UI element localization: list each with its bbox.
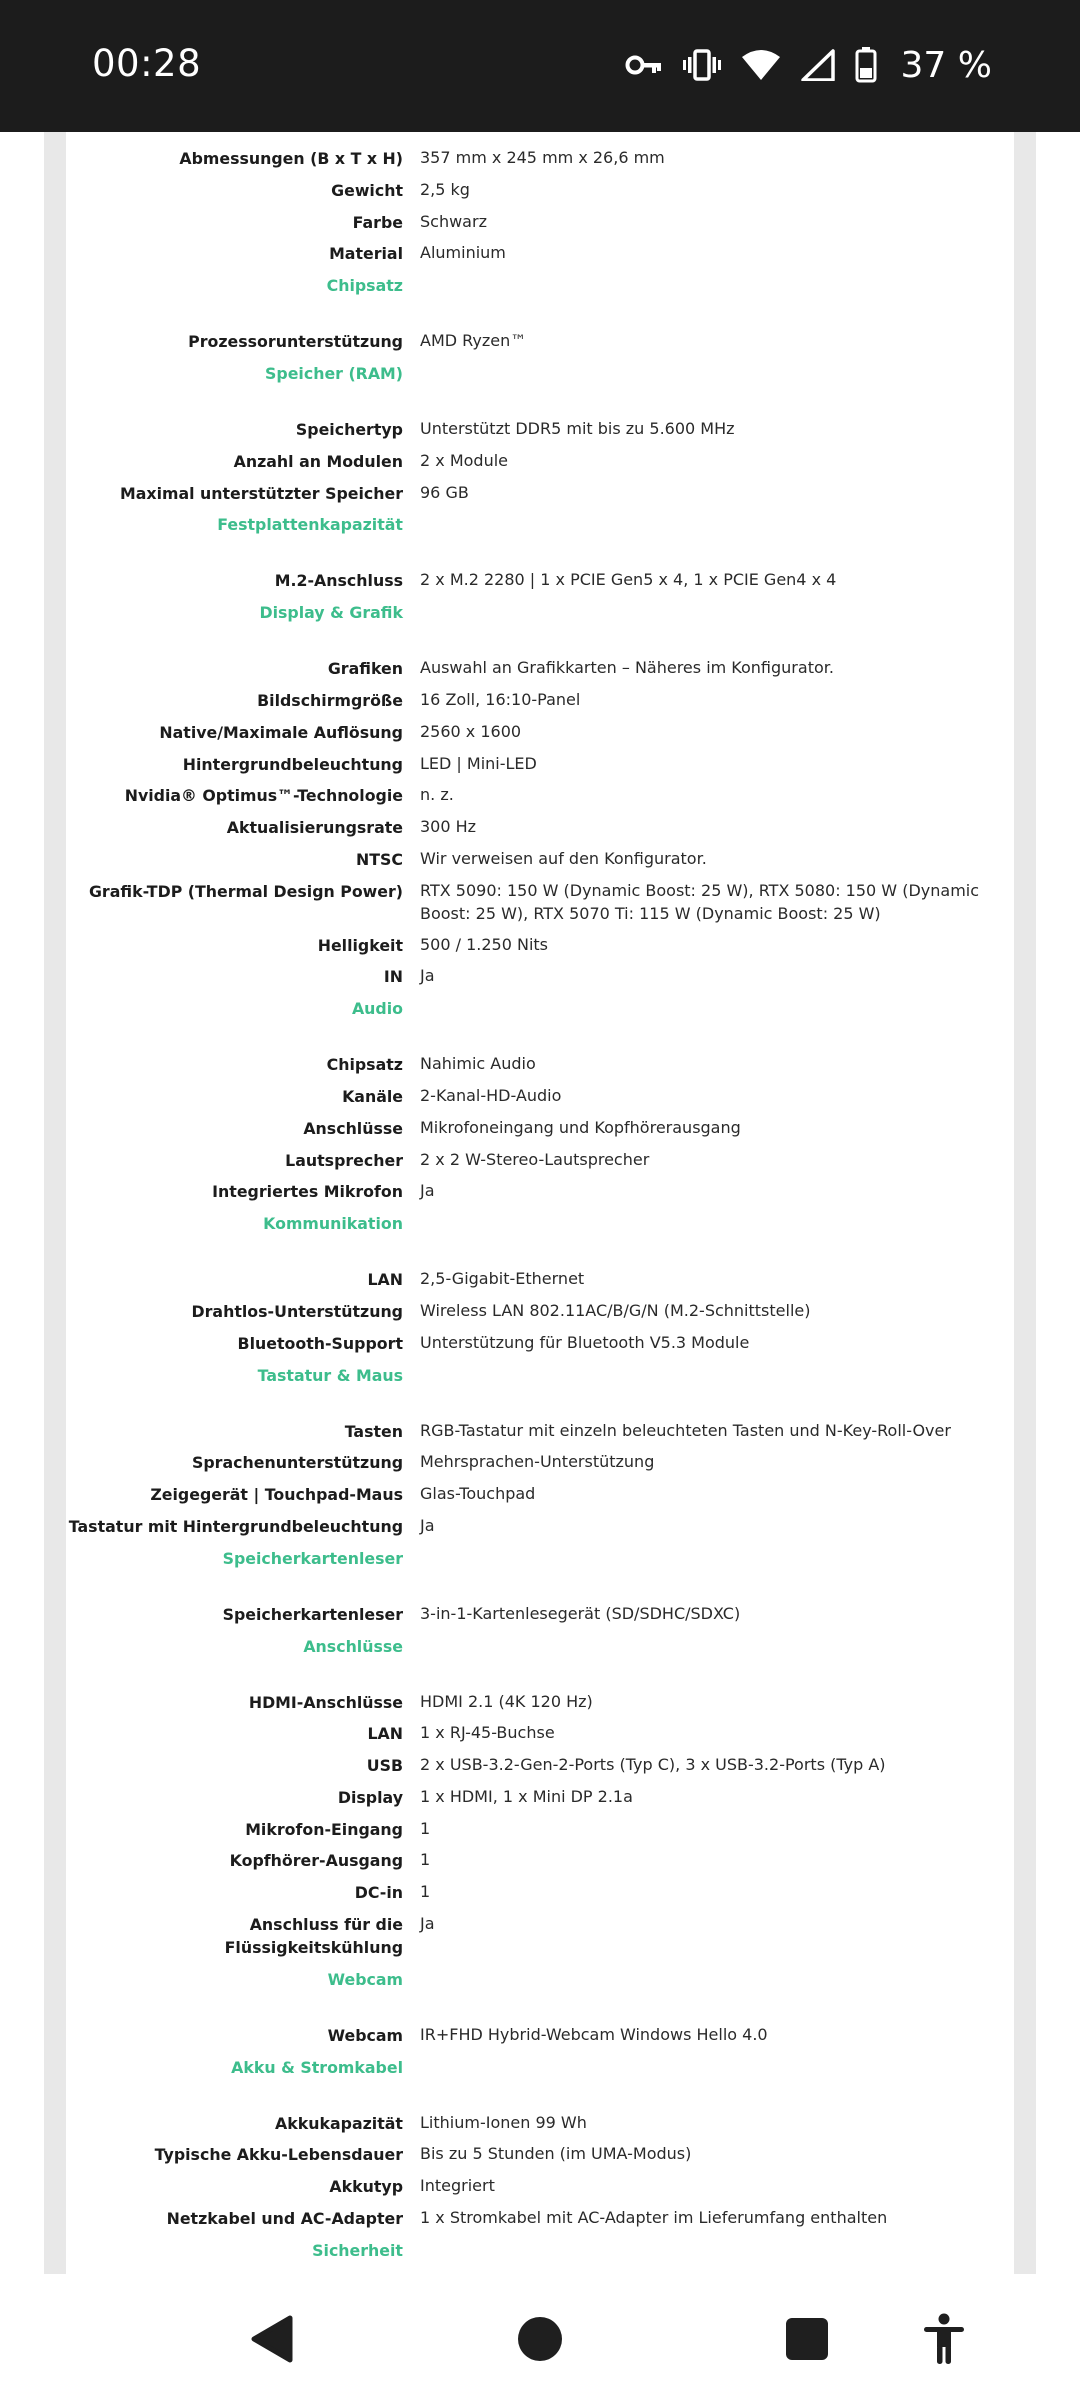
spec-row — [66, 2142, 1014, 2166]
spec-label: Netzkabel und AC-Adapter — [166, 2209, 403, 2229]
spec-label: Kopfhörer-Ausgang — [229, 1851, 403, 1871]
spec-row — [66, 1267, 1014, 1291]
spec-row — [66, 1299, 1014, 1323]
spec-value: 300 Hz — [420, 817, 477, 837]
spec-label: Webcam — [327, 2025, 403, 2045]
spec-row — [66, 2174, 1014, 2198]
section-heading-label: Tastatur & Maus — [257, 1365, 403, 1385]
spec-value: IR+FHD Hybrid-Webcam Windows Hello 4.0 — [420, 2024, 768, 2044]
spec-value: 500 / 1.250 Nits — [420, 934, 549, 954]
spec-value: 2 x Module — [420, 450, 508, 470]
spec-value: 2 x 2 W-Stereo-Lautsprecher — [420, 1149, 650, 1169]
cell-signal-icon — [801, 49, 835, 81]
home-button[interactable] — [505, 2304, 575, 2374]
spec-row — [66, 1753, 1014, 1777]
battery-icon — [855, 47, 877, 83]
section-heading — [66, 512, 1014, 568]
section-heading-label: Speicherkartenleser — [222, 1548, 403, 1568]
spec-label: Aktualisierungsrate — [226, 818, 403, 838]
section-heading-label: Display & Grafik — [259, 603, 403, 623]
spec-label: Akkutyp — [329, 2177, 403, 2197]
spec-row — [66, 449, 1014, 473]
left-gutter — [44, 132, 66, 2274]
spec-label: Drahtlos-Unterstützung — [191, 1301, 403, 1321]
spec-label: Grafiken — [327, 659, 403, 679]
spec-row — [66, 481, 1014, 505]
spec-label: Display — [337, 1787, 403, 1807]
spec-row — [66, 1690, 1014, 1714]
section-heading — [66, 2055, 1014, 2111]
spec-value: n. z. — [420, 785, 454, 805]
section-heading — [66, 1546, 1014, 1602]
spec-value: 1 — [420, 1818, 431, 1838]
spec-row — [66, 1052, 1014, 1076]
spec-label: Anschlüsse — [303, 1118, 403, 1138]
spec-row — [66, 1602, 1014, 1626]
back-icon — [248, 2314, 294, 2364]
spec-value: Wireless LAN 802.11AC/B/G/N (M.2-Schnittstelle) — [420, 1300, 811, 1320]
spec-row — [66, 847, 1014, 871]
spec-label: Integriertes Mikrofon — [212, 1182, 403, 1202]
wifi-icon — [741, 49, 781, 81]
spec-label: Nvidia® Optimus™-Technologie — [124, 786, 403, 806]
spec-label: Zeigegerät | Touchpad-Maus — [150, 1485, 403, 1505]
spec-label: Mikrofon-Eingang — [245, 1819, 403, 1839]
spec-row — [66, 964, 1014, 988]
spec-label: Speicherkartenleser — [222, 1604, 403, 1624]
spec-row — [66, 656, 1014, 680]
spec-row — [66, 815, 1014, 839]
vibrate-icon — [683, 49, 721, 81]
spec-value: 1 x Stromkabel mit AC-Adapter im Lieferumfang enthalten — [420, 2208, 888, 2228]
spec-row — [66, 1482, 1014, 1506]
spec-label: IN — [383, 967, 403, 987]
spec-table — [66, 146, 1014, 2326]
back-button[interactable] — [236, 2304, 306, 2374]
status-icons — [625, 40, 992, 90]
section-heading-label: Audio — [351, 999, 403, 1019]
spec-label: USB — [366, 1756, 403, 1776]
spec-value: Mehrsprachen-Unterstützung — [420, 1452, 655, 1472]
spec-label: DC-in — [354, 1883, 403, 1903]
spec-value: Lithium-Ionen 99 Wh — [420, 2112, 587, 2132]
spec-row — [66, 210, 1014, 234]
vpn-key-icon — [625, 52, 663, 78]
spec-label: Hintergrundbeleuchtung — [182, 754, 403, 774]
spec-value: RGB-Tastatur mit einzeln beleuchteten Tasten und N-Key-Roll-Over — [420, 1420, 951, 1440]
spec-label: Akkukapazität — [275, 2113, 403, 2133]
spec-value: Aluminium — [420, 243, 506, 263]
spec-value: 2 x M.2 2280 | 1 x PCIE Gen5 x 4, 1 x PCIE Gen4 x 4 — [420, 570, 837, 590]
spec-row — [66, 1084, 1014, 1108]
spec-label: Chipsatz — [326, 1055, 403, 1075]
section-heading — [66, 996, 1014, 1052]
spec-value: RTX 5090: 150 W (Dynamic Boost: 25 W), RTX 5080: 150 W (Dynamic Boost: 25 W), RTX 5070 Ti: 115 W (Dynamic Boost: 25 W) — [420, 880, 980, 923]
recents-button[interactable] — [772, 2304, 842, 2374]
spec-value: 2 x USB-3.2-Gen-2-Ports (Typ C), 3 x USB-3.2-Ports (Typ A) — [420, 1755, 886, 1775]
spec-row — [66, 146, 1014, 170]
spec-value: Auswahl an Grafikkarten – Näheres im Konfigurator. — [420, 658, 834, 678]
spec-value: Nahimic Audio — [420, 1054, 536, 1074]
section-heading-label: Anschlüsse — [303, 1636, 403, 1656]
spec-label: Tastatur mit Hintergrundbeleuchtung — [68, 1516, 403, 1536]
spec-label: Maximal unterstützter Speicher — [120, 483, 403, 503]
section-heading — [66, 273, 1014, 329]
section-heading — [66, 1363, 1014, 1419]
spec-row — [66, 1848, 1014, 1872]
spec-label: NTSC — [356, 849, 403, 869]
section-heading-label: Webcam — [327, 1969, 403, 1989]
accessibility-icon — [922, 2313, 966, 2365]
spec-label: Abmessungen (B x T x H) — [179, 149, 403, 168]
spec-label: HDMI-Anschlüsse — [248, 1692, 403, 1712]
section-heading-label: Speicher (RAM) — [265, 363, 403, 383]
spec-value: Mikrofoneingang und Kopfhörerausgang — [420, 1117, 741, 1137]
section-heading — [66, 1967, 1014, 2023]
spec-label: Bluetooth-Support — [237, 1333, 403, 1353]
spec-row — [66, 1785, 1014, 1809]
spec-row — [66, 568, 1014, 592]
spec-value: 3-in-1-Kartenlesegerät (SD/SDHC/SDXC) — [420, 1603, 741, 1623]
spec-value: AMD Ryzen™ — [420, 331, 527, 351]
spec-value: 1 x HDMI, 1 x Mini DP 2.1a — [420, 1786, 633, 1806]
spec-value: 1 — [420, 1850, 431, 1870]
spec-value: 2,5 kg — [420, 179, 470, 199]
spec-row — [66, 1514, 1014, 1538]
spec-label: Typische Akku-Lebensdauer — [154, 2145, 403, 2165]
spec-row — [66, 752, 1014, 776]
spec-label: Farbe — [352, 212, 403, 232]
spec-value: Unterstützung für Bluetooth V5.3 Module — [420, 1332, 750, 1352]
spec-value: Ja — [420, 1515, 435, 1535]
spec-value: LED | Mini-LED — [420, 753, 537, 773]
section-heading-label: Sicherheit — [312, 2240, 403, 2260]
spec-value: 2560 x 1600 — [420, 721, 522, 741]
spec-value: 357 mm x 245 mm x 26,6 mm — [420, 148, 665, 167]
spec-label: Anschluss für die Flüssigkeitskühlung — [224, 1915, 403, 1958]
spec-row — [66, 1331, 1014, 1355]
spec-label: Prozessorunterstützung — [188, 332, 403, 352]
accessibility-button[interactable] — [909, 2304, 979, 2374]
spec-row — [66, 1419, 1014, 1443]
spec-row — [66, 1912, 1014, 1959]
battery-percent: 37 % — [900, 44, 992, 86]
spec-label: Bildschirmgröße — [257, 690, 403, 710]
status-time: 00:28 — [92, 42, 202, 85]
home-icon — [517, 2316, 563, 2362]
navigation-bar — [0, 2274, 1080, 2400]
spec-value: Wir verweisen auf den Konfigurator. — [420, 848, 707, 868]
spec-value: Ja — [420, 1181, 435, 1201]
spec-value: Unterstützt DDR5 mit bis zu 5.600 MHz — [420, 418, 735, 438]
spec-value: 1 x RJ-45-Buchse — [420, 1723, 555, 1743]
spec-value: Ja — [420, 966, 435, 986]
spec-row — [66, 2111, 1014, 2135]
right-gutter — [1014, 132, 1036, 2274]
spec-row — [66, 1148, 1014, 1172]
spec-label: Anzahl an Modulen — [233, 451, 403, 471]
spec-label: Lautsprecher — [285, 1150, 403, 1170]
recents-icon — [785, 2317, 829, 2361]
spec-label: Kanäle — [342, 1086, 403, 1106]
section-heading-label: Kommunikation — [263, 1214, 403, 1234]
spec-row — [66, 178, 1014, 202]
spec-row — [66, 1116, 1014, 1140]
spec-value: HDMI 2.1 (4K 120 Hz) — [420, 1691, 593, 1711]
spec-value: 2-Kanal-HD-Audio — [420, 1085, 562, 1105]
spec-label: LAN — [367, 1724, 403, 1744]
section-heading — [66, 1634, 1014, 1690]
status-bar — [0, 0, 1080, 132]
spec-value: 2,5-Gigabit-Ethernet — [420, 1269, 585, 1289]
spec-row — [66, 241, 1014, 265]
section-heading-label: Chipsatz — [326, 276, 403, 296]
spec-label: Grafik-TDP (Thermal Design Power) — [88, 881, 403, 901]
section-heading — [66, 361, 1014, 417]
spec-row — [66, 2023, 1014, 2047]
spec-value: 16 Zoll, 16:10-Panel — [420, 689, 581, 709]
spec-label: Native/Maximale Auflösung — [159, 722, 403, 742]
spec-row — [66, 1880, 1014, 1904]
spec-row — [66, 1721, 1014, 1745]
spec-label: Helligkeit — [317, 935, 403, 955]
spec-label: M.2-Anschluss — [274, 571, 403, 591]
spec-row — [66, 720, 1014, 744]
spec-value: Integriert — [420, 2176, 495, 2196]
spec-row — [66, 879, 1014, 925]
spec-value: Bis zu 5 Stunden (im UMA-Modus) — [420, 2144, 692, 2164]
spec-row — [66, 1179, 1014, 1203]
spec-row — [66, 933, 1014, 957]
spec-page[interactable] — [0, 132, 1080, 2274]
section-heading — [66, 1211, 1014, 1267]
spec-label: Sprachenunterstützung — [192, 1453, 403, 1473]
section-heading-label: Festplattenkapazität — [217, 515, 403, 535]
spec-row — [66, 1450, 1014, 1474]
spec-value: Schwarz — [420, 211, 487, 231]
spec-label: LAN — [367, 1270, 403, 1290]
spec-value: Glas-Touchpad — [420, 1484, 536, 1504]
spec-row — [66, 2206, 1014, 2230]
spec-value: Ja — [420, 1914, 435, 1934]
spec-label: Material — [329, 244, 403, 264]
spec-label: Tasten — [344, 1421, 403, 1441]
spec-row — [66, 329, 1014, 353]
spec-row — [66, 688, 1014, 712]
section-heading-label: Akku & Stromkabel — [231, 2057, 403, 2077]
spec-label: Speichertyp — [295, 419, 403, 439]
spec-value: 1 — [420, 1882, 431, 1902]
spec-row — [66, 417, 1014, 441]
spec-label: Gewicht — [331, 180, 403, 200]
section-heading — [66, 600, 1014, 656]
spec-row — [66, 1817, 1014, 1841]
spec-row — [66, 783, 1014, 807]
spec-value: 96 GB — [420, 482, 469, 502]
